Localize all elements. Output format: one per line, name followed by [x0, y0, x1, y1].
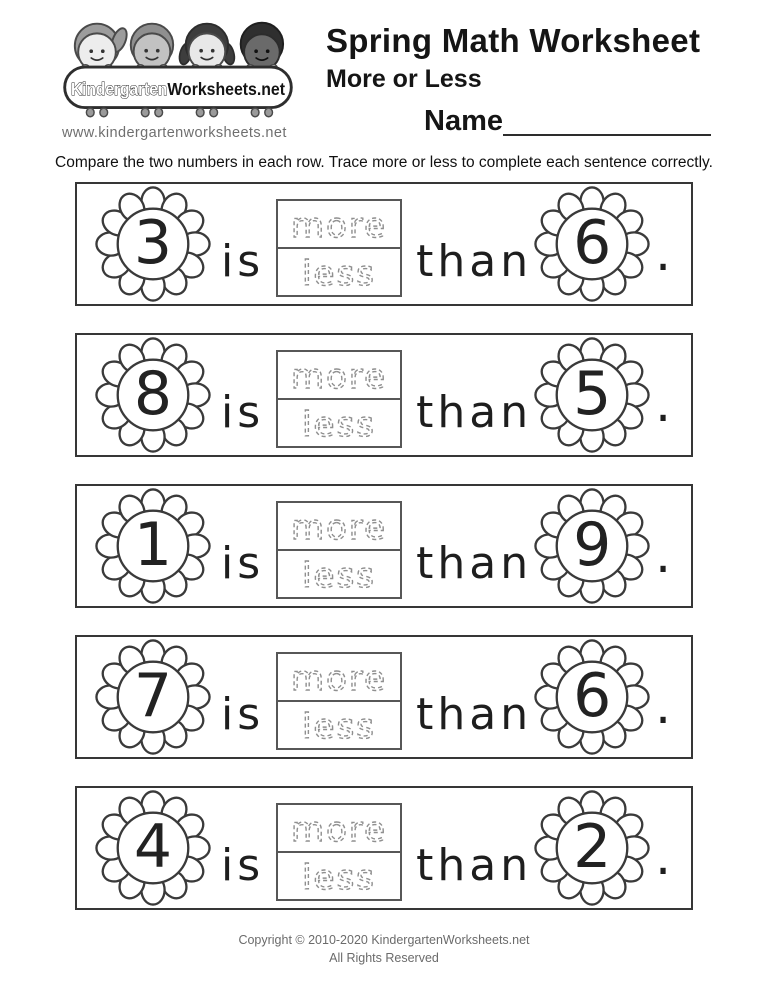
left-number: 1 [133, 510, 173, 580]
trace-less-text: less [302, 405, 377, 445]
than-label: than [416, 387, 533, 438]
more-less-box [276, 803, 402, 901]
sentence-period: . [655, 375, 672, 433]
left-number: 4 [133, 812, 173, 882]
right-number: 6 [573, 208, 612, 278]
trace-more-cell[interactable] [278, 654, 400, 700]
flower-right [534, 639, 650, 755]
name-input-line[interactable] [503, 110, 711, 136]
worksheet-rows [75, 182, 693, 910]
name-label: Name [424, 105, 503, 137]
kid-boy-dark-icon [241, 23, 283, 70]
flower-left [95, 790, 211, 906]
footer [0, 932, 768, 967]
sentence-period: . [655, 828, 672, 886]
flower-left [95, 639, 211, 755]
than-label: than [416, 840, 533, 891]
sentence-period: . [655, 677, 672, 735]
trace-more-cell[interactable] [278, 352, 400, 398]
is-label: is [221, 236, 265, 287]
trace-less-text: less [302, 556, 377, 596]
flower-right [534, 186, 650, 302]
worksheet-row [75, 635, 693, 759]
kid-boy-gray-icon [131, 24, 173, 70]
right-number: 5 [573, 359, 612, 429]
instructions-text: Compare the two numbers in each row. Trace more or less to complete each sentence correctly. [55, 154, 713, 171]
flower-right [534, 790, 650, 906]
worksheet-row [75, 786, 693, 910]
trace-less-cell[interactable] [278, 247, 400, 295]
flower-left [95, 186, 211, 302]
more-less-box [276, 350, 402, 448]
left-number: 3 [133, 208, 173, 278]
right-number: 2 [573, 812, 612, 882]
is-label: is [221, 840, 265, 891]
sentence-period: . [655, 224, 672, 282]
than-label: than [416, 236, 533, 287]
trace-less-cell[interactable] [278, 398, 400, 446]
trace-more-cell[interactable] [278, 805, 400, 851]
trace-less-text: less [302, 707, 377, 747]
kid-girl-pigtails-icon [177, 24, 236, 70]
trace-less-cell[interactable] [278, 549, 400, 597]
is-label: is [221, 387, 265, 438]
trace-more-cell[interactable] [278, 201, 400, 247]
than-label: than [416, 538, 533, 589]
kid-girl-ponytail-icon [75, 24, 130, 71]
worksheet-row [75, 333, 693, 457]
trace-more-text: more [291, 659, 388, 699]
copyright-line: Copyright © 2010-2020 KindergartenWorksheets.net [238, 933, 530, 947]
kids-logo-illustration [62, 16, 294, 124]
is-label: is [221, 538, 265, 589]
header [0, 0, 768, 141]
worksheet-row [75, 182, 693, 306]
right-number: 9 [573, 510, 612, 580]
more-less-box [276, 501, 402, 599]
sentence-period: . [655, 526, 672, 584]
than-label: than [416, 689, 533, 740]
flower-right [534, 337, 650, 453]
trace-more-text: more [291, 508, 388, 548]
more-less-box [276, 199, 402, 297]
kid-feet-icon [86, 108, 272, 117]
trace-more-text: more [291, 206, 388, 246]
left-number: 8 [133, 359, 173, 429]
trace-more-text: more [291, 810, 388, 850]
trace-less-cell[interactable] [278, 851, 400, 899]
worksheet-title: Spring Math Worksheet [326, 22, 701, 59]
logo [62, 16, 304, 141]
more-less-box [276, 652, 402, 750]
worksheet-row [75, 484, 693, 608]
name-line [326, 107, 732, 136]
brand-text: KindergartenWorksheets.net [70, 79, 286, 100]
right-number: 6 [573, 661, 612, 731]
rights-line: All Rights Reserved [329, 950, 439, 965]
is-label: is [221, 689, 265, 740]
trace-less-text: less [302, 858, 377, 898]
title-block [326, 16, 732, 141]
worksheet-subtitle: More or Less [326, 65, 482, 93]
left-number: 7 [133, 661, 173, 731]
trace-less-text: less [302, 254, 377, 294]
flower-right [534, 488, 650, 604]
trace-more-cell[interactable] [278, 503, 400, 549]
flower-left [95, 337, 211, 453]
site-url[interactable]: www.kindergartenworksheets.net [62, 125, 287, 141]
trace-less-cell[interactable] [278, 700, 400, 748]
trace-more-text: more [291, 357, 388, 397]
flower-left [95, 488, 211, 604]
